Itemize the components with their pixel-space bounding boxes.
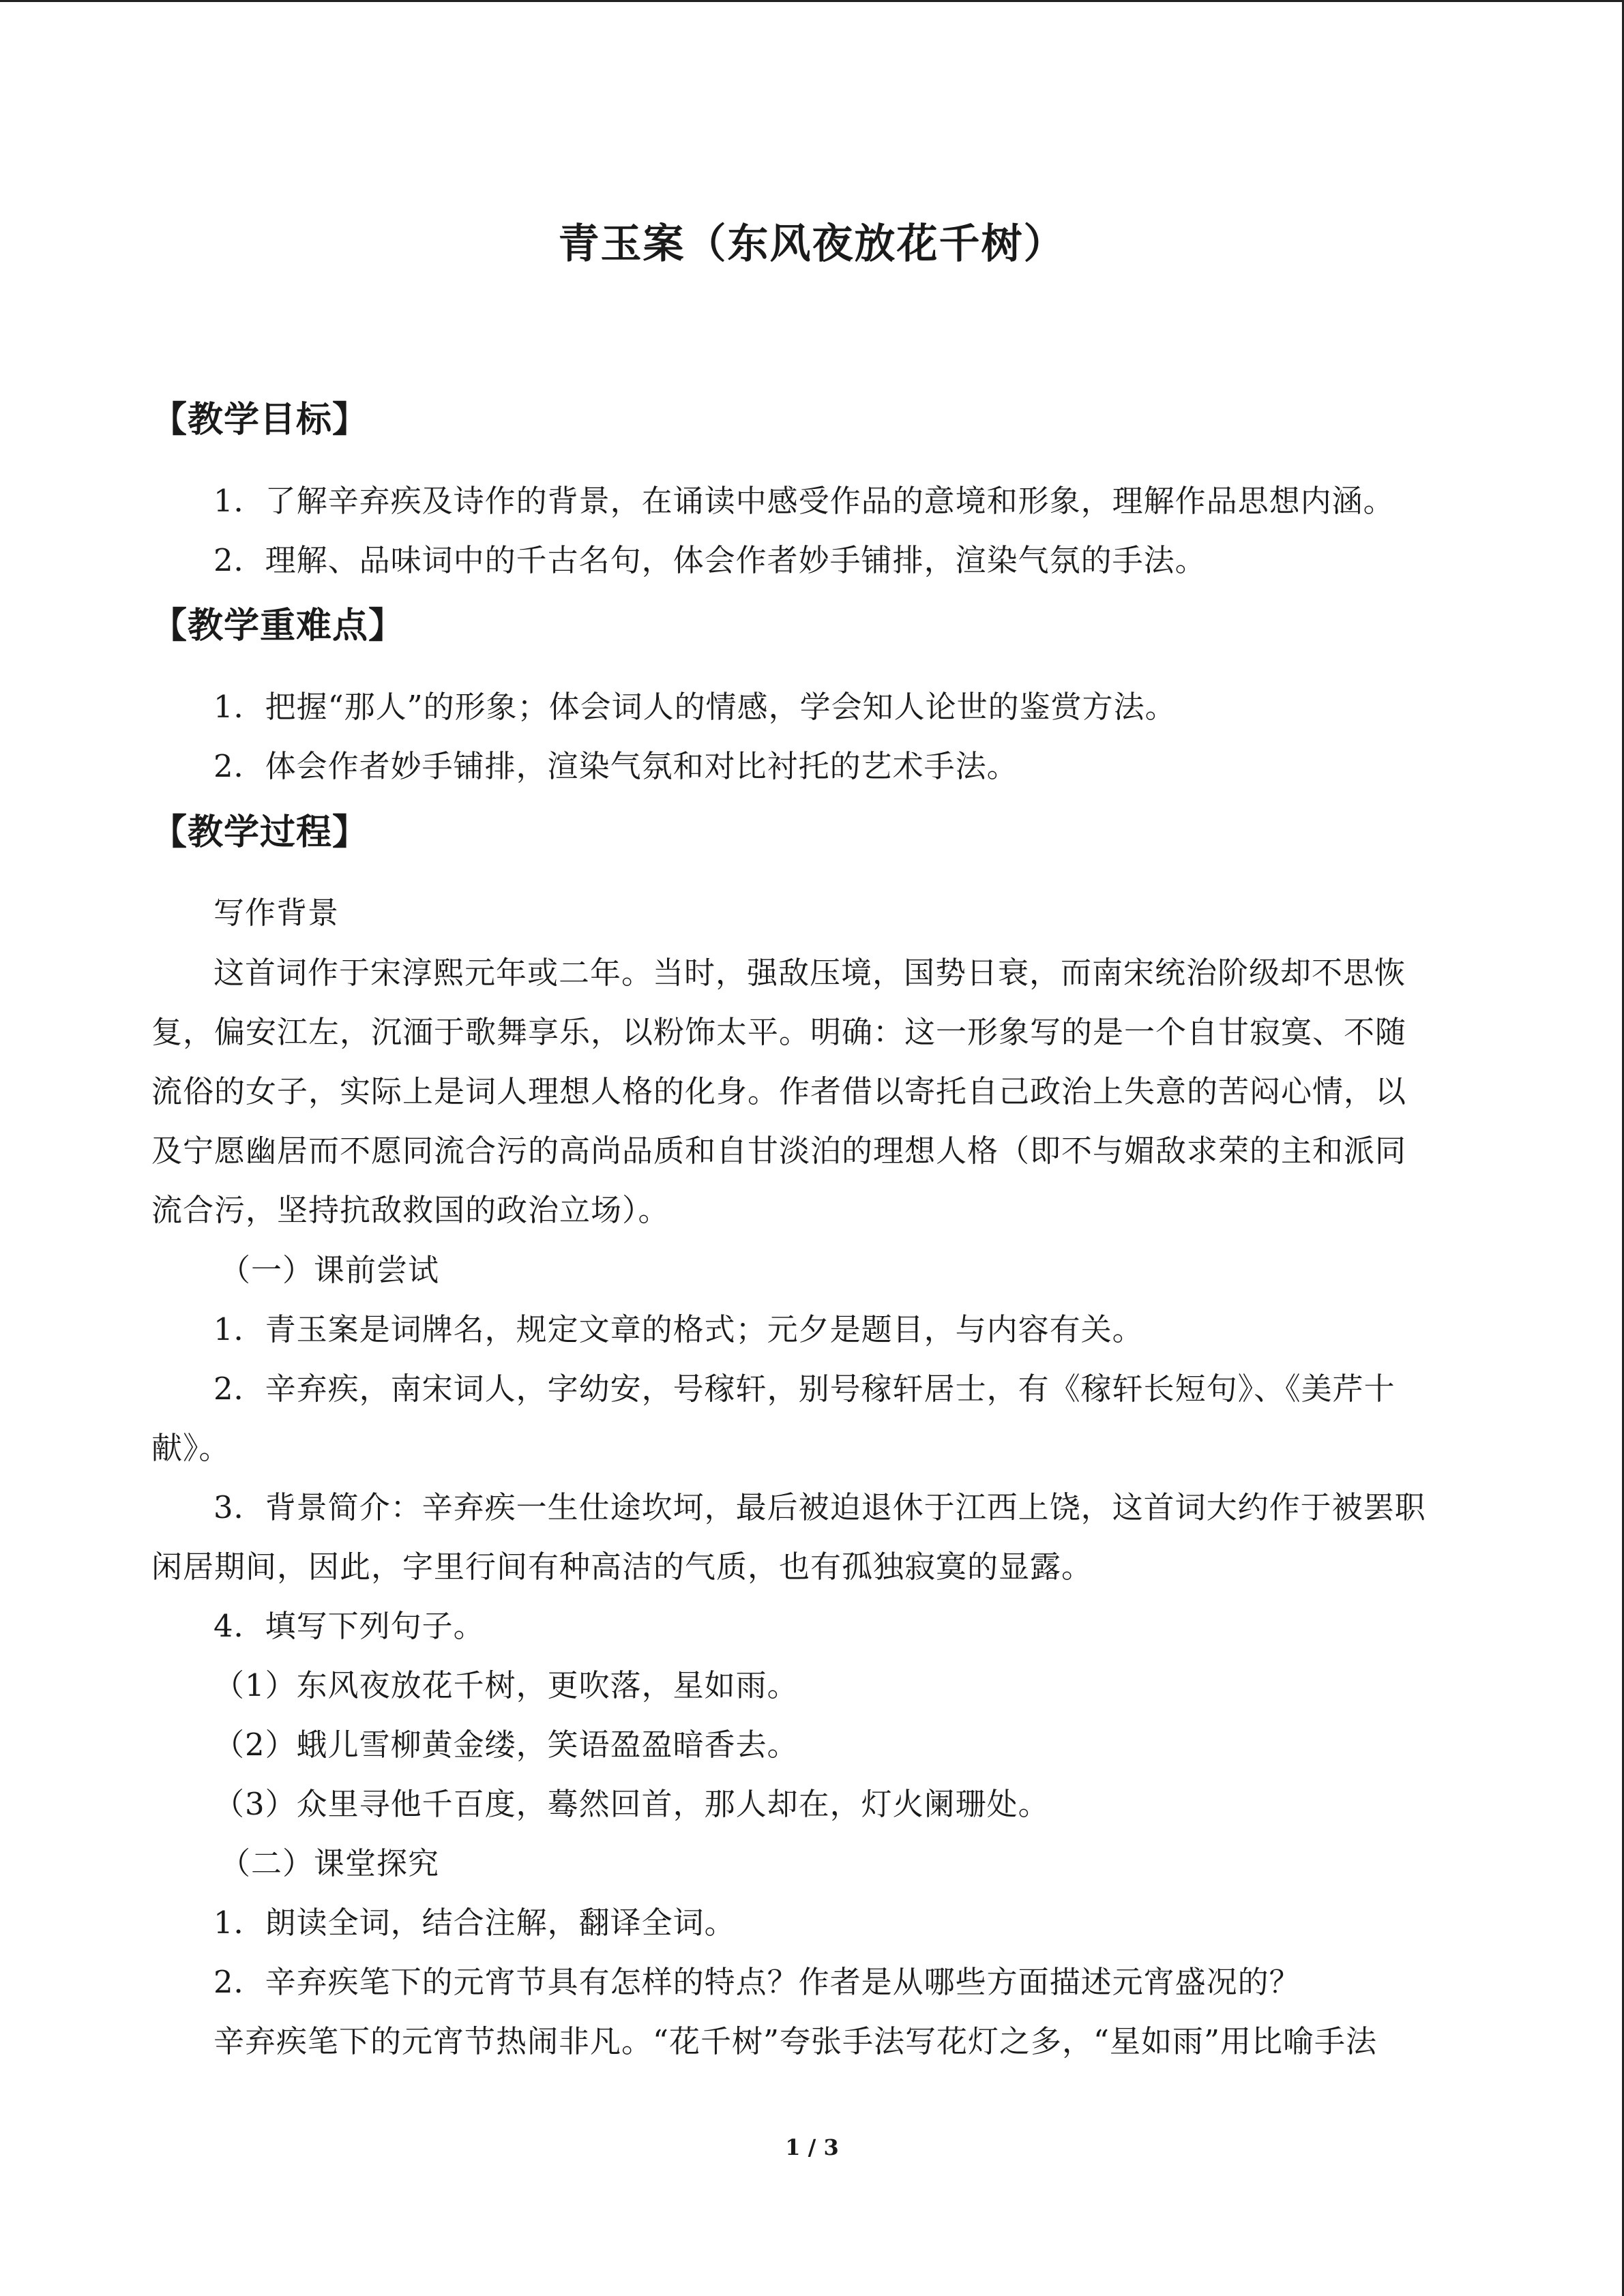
background-label: 写作背景	[213, 895, 340, 931]
part2-answer: 辛弃疾笔下的元宵节热闹非凡。“花千树”夸张手法写花灯之多，“星如雨”用比喻手法	[213, 2023, 1378, 2059]
fill-item-2: （2）蛾儿雪柳黄金缕，笑语盈盈暗香去。	[213, 1727, 799, 1763]
part1-item-3a: 3．背景简介：辛弃疾一生仕途坎坷，最后被迫退休于江西上饶，这首词大约作于被罢职	[213, 1489, 1426, 1525]
background-line-3: 流俗的女子，实际上是词人理想人格的化身。作者借以寄托自己政治上失意的苦闷心情，以	[151, 1073, 1407, 1109]
page-title: 青玉案（东风夜放花千树）	[558, 220, 1066, 268]
part2-label: （二）课堂探究	[220, 1845, 440, 1881]
part1-item-3b: 闲居期间，因此，字里行间有种高洁的气质，也有孤独寂寞的显露。	[151, 1549, 1093, 1585]
part2-item-2: 2．辛弃疾笔下的元宵节具有怎样的特点？作者是从哪些方面描述元宵盛况的？	[213, 1964, 1301, 2000]
background-line-1: 这首词作于宋淳熙元年或二年。当时，强敌压境，国势日衰，而南宋统治阶级却不思恢	[213, 955, 1406, 991]
goal-item-1: 1．了解辛弃疾及诗作的背景，在诵读中感受作品的意境和形象，理解作品思想内涵。	[213, 483, 1395, 519]
heading-key-points: 【教学重难点】	[151, 605, 405, 646]
heading-teaching-goals: 【教学目标】	[151, 399, 369, 441]
part2-item-1: 1．朗读全词，结合注解，翻译全词。	[213, 1905, 736, 1941]
page-number: 1 / 3	[785, 2134, 839, 2160]
part1-item-2a: 2．辛弃疾，南宋词人，字幼安，号稼轩，别号稼轩居士，有《稼轩长短句》、《美芹十	[213, 1371, 1396, 1407]
key-point-item-2: 2．体会作者妙手铺排，渲染气氛和对比衬托的艺术手法。	[213, 748, 1018, 784]
part1-item-4: 4．填写下列句子。	[213, 1608, 485, 1644]
heading-teaching-process: 【教学过程】	[151, 811, 369, 853]
part1-item-1: 1．青玉案是词牌名，规定文章的格式；元夕是题目，与内容有关。	[213, 1311, 1144, 1347]
part1-label: （一）课前尝试	[220, 1252, 440, 1288]
key-point-item-1: 1．把握“那人”的形象；体会词人的情感，学会知人论世的鉴赏方法。	[213, 689, 1177, 725]
fill-item-3: （3）众里寻他千百度，蓦然回首，那人却在，灯火阑珊处。	[213, 1786, 1050, 1822]
background-line-5: 流合污，坚持抗敌救国的政治立场）。	[151, 1192, 670, 1228]
background-line-4: 及宁愿幽居而不愿同流合污的高尚品质和自甘淡泊的理想人格（即不与媚敌求荣的主和派同	[151, 1133, 1407, 1169]
goal-item-2: 2．理解、品味词中的千古名句，体会作者妙手铺排，渲染气氛的手法。	[213, 542, 1207, 578]
background-line-2: 复，偏安江左，沉湎于歌舞享乐，以粉饰太平。明确：这一形象写的是一个自甘寂寞、不随	[151, 1014, 1407, 1050]
page-border-top	[0, 0, 1624, 2]
part1-item-2b: 献》。	[151, 1430, 231, 1466]
fill-item-1: （1）东风夜放花千树，更吹落，星如雨。	[213, 1667, 799, 1703]
